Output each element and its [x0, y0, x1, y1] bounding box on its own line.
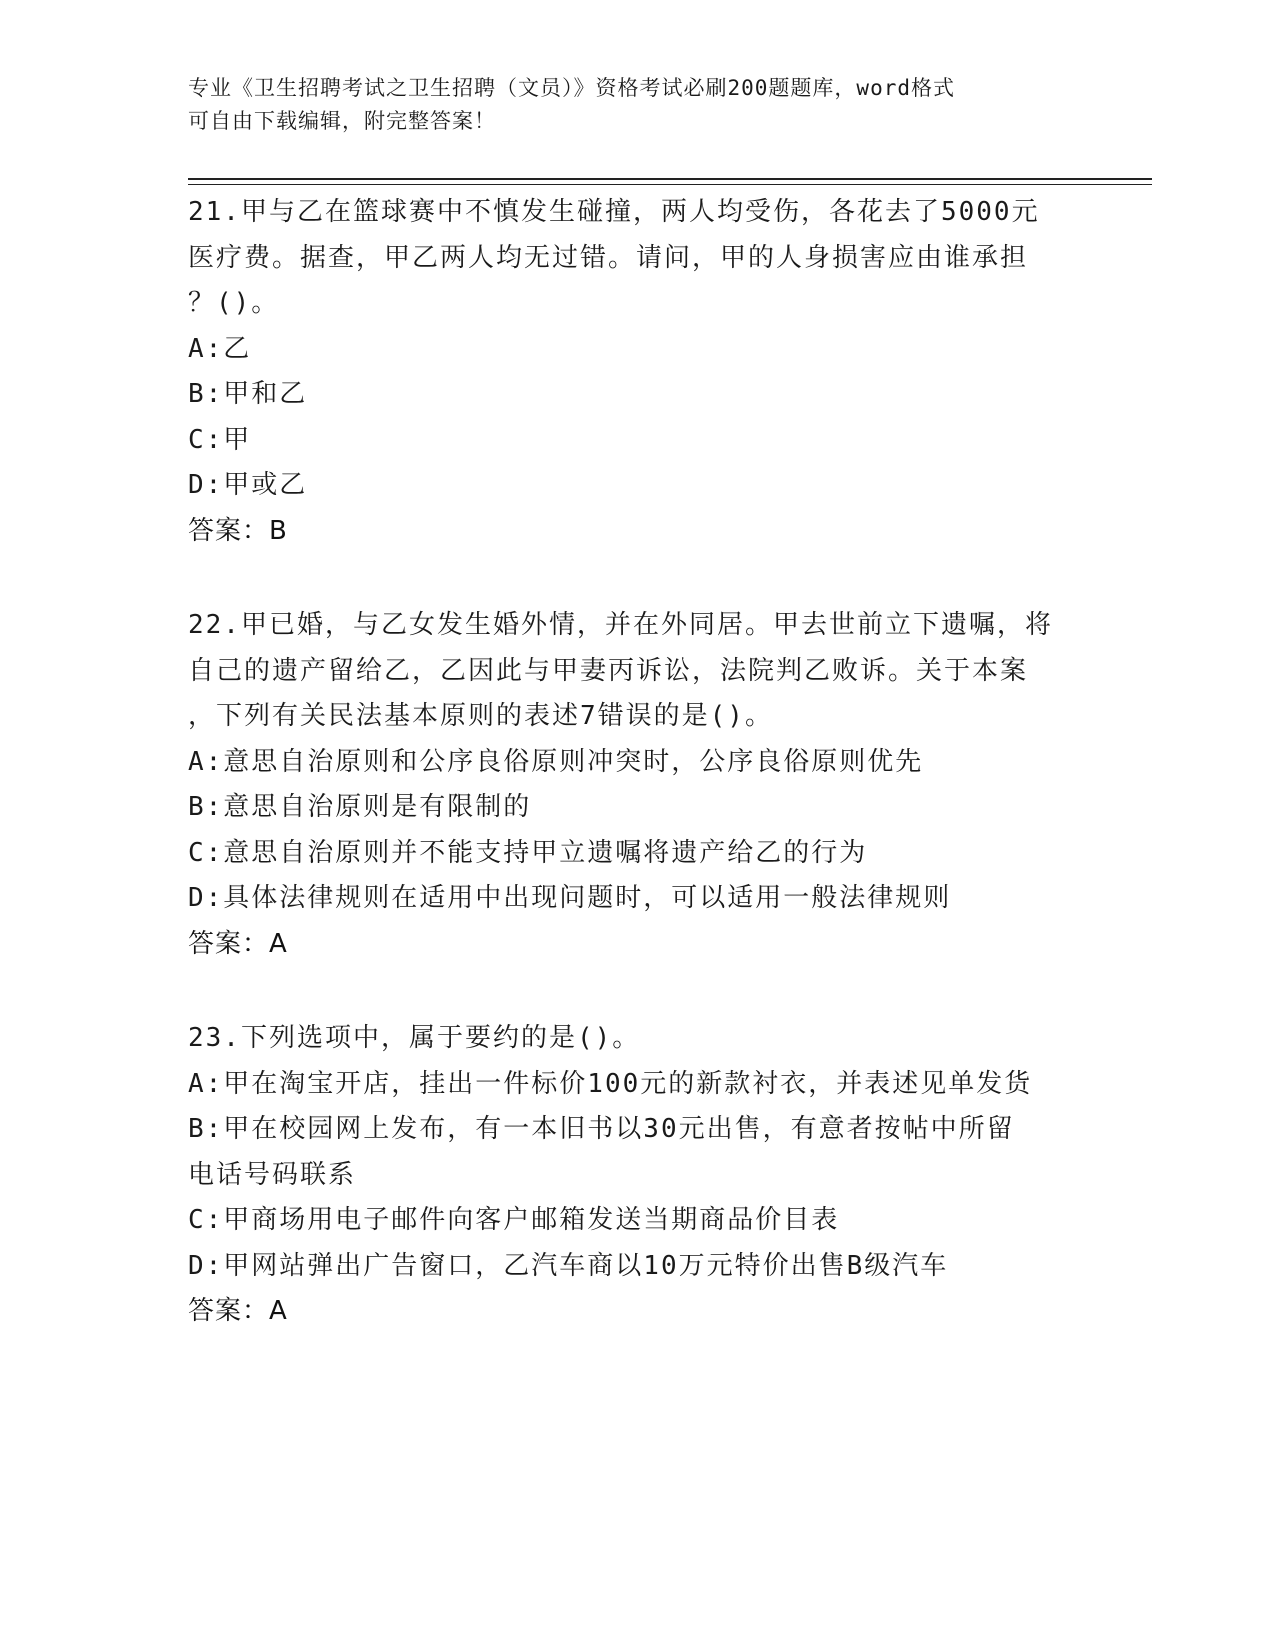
answer: 答案：B	[188, 515, 288, 546]
header-divider-thick	[188, 178, 1152, 180]
option-b: B:意思自治原则是有限制的	[188, 792, 532, 822]
question-stem-line: ，下列有关民法基本原则的表述7错误的是()。	[188, 701, 773, 731]
answer: 答案：A	[188, 1296, 288, 1326]
question-stem-line: 自己的遗产留给乙，乙因此与甲妻丙诉讼，法院判乙败诉。关于本案	[188, 655, 1029, 686]
question-23	[188, 1016, 1088, 1335]
option-c: C:意思自治原则并不能支持甲立遗嘱将遗产给乙的行为	[188, 837, 868, 868]
question-21	[188, 190, 1088, 554]
option-c: C:甲商场用电子邮件向客户邮箱发送当期商品价目表	[188, 1205, 840, 1235]
option-a: A:乙	[188, 333, 252, 364]
question-list	[188, 190, 1088, 1384]
question-stem-line: 医疗费。据查，甲乙两人均无过错。请问，甲的人身损害应由谁承担	[188, 242, 1029, 273]
option-a: A:意思自治原则和公序良俗原则冲突时，公序良俗原则优先	[188, 746, 924, 777]
question-stem-line: 23.下列选项中，属于要约的是()。	[188, 1023, 641, 1053]
option-a: A:甲在淘宝开店，挂出一件标价100元的新款衬衣，并表述见单发货	[188, 1068, 1033, 1099]
option-b: B:甲和乙	[188, 379, 308, 409]
option-d: D:具体法律规则在适用中出现问题时，可以适用一般法律规则	[188, 883, 952, 913]
option-d: D:甲或乙	[188, 470, 308, 500]
question-stem-line: 22.甲已婚，与乙女发生婚外情，并在外同居。甲去世前立下遗嘱，将	[188, 610, 1053, 640]
answer: 答案：A	[188, 928, 288, 959]
question-22	[188, 603, 1088, 967]
header-line-1: 专业《卫生招聘考试之卫生招聘（文员）》资格考试必刷200题题库，word格式	[188, 76, 955, 100]
header-divider-thin	[188, 184, 1152, 185]
header-line-2: 可自由下载编辑，附完整答案！	[188, 109, 496, 133]
option-b-continued: 电话号码联系	[188, 1159, 357, 1190]
option-b: B:甲在校园网上发布，有一本旧书以30元出售，有意者按帖中所留	[188, 1114, 1015, 1144]
question-stem-line: 21.甲与乙在篮球赛中不慎发生碰撞，两人均受伤，各花去了5000元	[188, 197, 1040, 227]
option-d: D:甲网站弹出广告窗口，乙汽车商以10万元特价出售B级汽车	[188, 1250, 949, 1281]
question-stem-line: ？()。	[188, 288, 280, 318]
option-c: C:甲	[188, 424, 252, 455]
document-header	[188, 72, 1068, 138]
